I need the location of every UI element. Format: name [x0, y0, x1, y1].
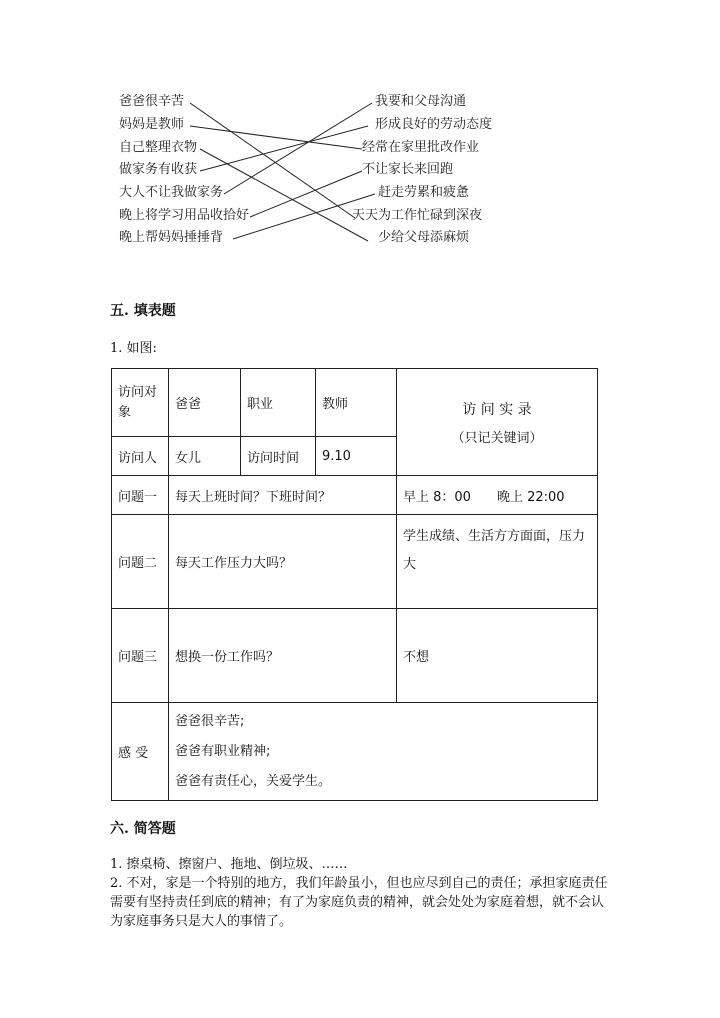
question-text: 每天上班时间？下班时间？ [169, 476, 397, 515]
right-item: 经常在家里批改作业 [362, 140, 480, 155]
answer-text: 不想 [397, 609, 598, 703]
feeling-label: 感 受 [112, 703, 169, 801]
visit-target-label: 访问对象 [112, 369, 169, 437]
record-note: （只记关键词） [451, 430, 543, 446]
question-label: 问题三 [112, 609, 169, 703]
answer-text: 学生成绩、生活方方面面，压力大 [397, 515, 598, 609]
table-row [112, 515, 598, 609]
section5-title: 五. 填表题 [110, 303, 176, 319]
left-item: 晚上帮妈妈捶捶背 [119, 230, 224, 245]
feeling-line: 爸爸有责任心，关爱学生。 [175, 773, 332, 789]
question-text: 每天工作压力大吗？ [169, 515, 397, 609]
time-label: 访问时间 [241, 437, 316, 476]
match-line [200, 149, 368, 241]
table-row [112, 609, 598, 703]
left-item: 做家务有收获 [119, 162, 198, 177]
feeling-line: 爸爸很辛苦; [175, 713, 245, 729]
right-item: 我要和父母沟通 [375, 94, 467, 109]
interview-table [111, 368, 598, 801]
left-item: 晚上将学习用品收拾好 [119, 208, 250, 223]
right-item: 赶走劳累和疲惫 [378, 185, 470, 200]
feeling-row [112, 703, 598, 801]
left-item: 自己整理衣物 [119, 140, 198, 155]
match-line [224, 103, 372, 194]
feeling-content [169, 703, 598, 801]
right-item: 形成良好的劳动态度 [375, 117, 493, 132]
record-title: 访 问 实 录 [462, 401, 532, 418]
question-label: 问题二 [112, 515, 169, 609]
section6-title: 六. 简答题 [110, 821, 176, 837]
record-header [397, 369, 598, 476]
match-line [190, 126, 362, 149]
visitor: 女儿 [169, 437, 241, 476]
job: 教师 [316, 369, 397, 437]
left-item: 爸爸很辛苦 [119, 94, 185, 109]
right-item: 不让家长来回跑 [362, 162, 454, 177]
section5-question: 1. 如图: [110, 341, 157, 356]
feeling-line: 爸爸有职业精神; [175, 743, 271, 759]
match-line [200, 126, 368, 171]
matching-lines [0, 0, 720, 260]
right-item: 天天为工作忙碌到深夜 [352, 208, 483, 223]
time: 9.10 [316, 437, 397, 476]
visitor-label: 访问人 [112, 437, 169, 476]
match-line [190, 103, 355, 218]
answer-item: 2. 不对，家是一个特别的地方，我们年龄虽小，但也应尽到自己的责任；承担家庭责任需要有坚持责任到底的精神；有了为家庭负责的精神，就会处处为家庭着想，就不会认为家庭事务只是大人的事情了。 [110, 876, 608, 929]
job-label: 职业 [241, 369, 316, 437]
answer-item: 1. 擦桌椅、擦窗户、拖地、倒垃圾、…… [110, 857, 348, 872]
table-row [112, 476, 598, 515]
section6-answers [110, 855, 610, 931]
visit-target: 爸爸 [169, 369, 241, 437]
left-item: 大人不让我做家务 [119, 185, 224, 200]
right-item: 少给父母添麻烦 [378, 230, 470, 245]
question-label: 问题一 [112, 476, 169, 515]
answer-text: 早上 8：00 晚上 22:00 [397, 476, 598, 515]
match-line [250, 171, 362, 217]
question-text: 想换一份工作吗？ [169, 609, 397, 703]
left-item: 妈妈是教师 [119, 117, 185, 132]
